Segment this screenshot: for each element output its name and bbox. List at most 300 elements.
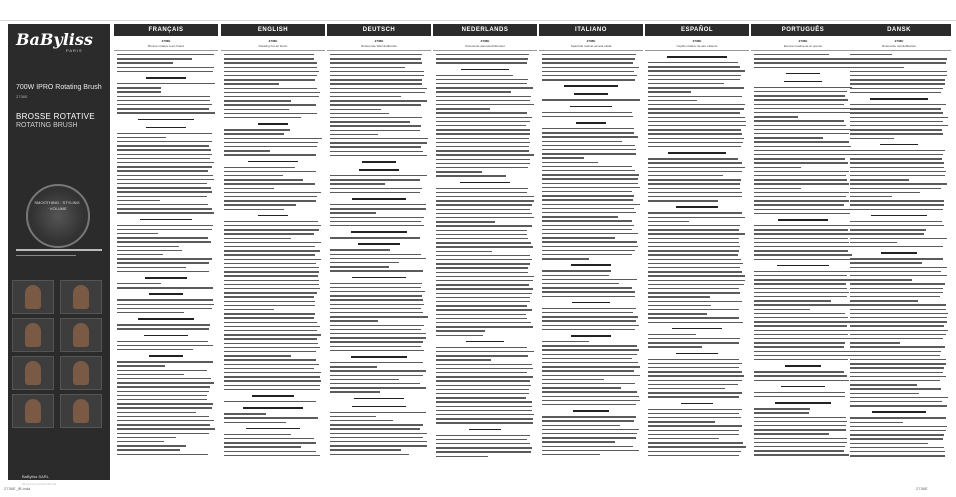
text-line bbox=[330, 370, 426, 371]
text-line bbox=[542, 316, 638, 317]
text-line bbox=[648, 171, 742, 172]
text-line bbox=[224, 284, 319, 285]
text-line bbox=[542, 291, 635, 292]
text-line bbox=[436, 200, 534, 201]
text-line bbox=[648, 296, 710, 297]
text-line bbox=[224, 242, 321, 243]
text-line bbox=[542, 312, 633, 313]
text-line bbox=[850, 279, 912, 280]
text-line bbox=[542, 404, 636, 405]
text-line bbox=[117, 258, 212, 259]
text-line bbox=[436, 451, 531, 452]
text-line bbox=[224, 54, 314, 55]
text-line bbox=[224, 117, 301, 118]
text-line bbox=[436, 443, 530, 444]
text-line bbox=[850, 275, 947, 276]
text-line bbox=[117, 341, 208, 342]
text-line bbox=[754, 408, 810, 409]
text-line bbox=[436, 246, 533, 247]
text-line bbox=[648, 75, 741, 76]
text-line bbox=[850, 154, 943, 155]
text-line bbox=[648, 392, 742, 393]
section-heading bbox=[351, 231, 408, 233]
language-column bbox=[327, 24, 431, 464]
text-line bbox=[224, 288, 320, 289]
text-line bbox=[850, 167, 944, 168]
text-line bbox=[648, 229, 739, 230]
body-text bbox=[224, 54, 322, 464]
text-line bbox=[850, 359, 946, 360]
text-line bbox=[648, 288, 739, 289]
text-line bbox=[436, 326, 533, 327]
text-line bbox=[330, 142, 427, 143]
text-line bbox=[436, 234, 527, 235]
body-text bbox=[542, 54, 640, 464]
text-line bbox=[850, 405, 947, 406]
text-line bbox=[330, 75, 424, 76]
text-line bbox=[850, 112, 943, 113]
text-line bbox=[754, 67, 851, 68]
text-line bbox=[224, 309, 274, 310]
text-line bbox=[117, 229, 212, 230]
text-line bbox=[436, 83, 527, 84]
text-line bbox=[754, 396, 845, 397]
text-line bbox=[648, 259, 741, 260]
text-line bbox=[648, 225, 740, 226]
text-line bbox=[850, 138, 894, 139]
column-subtitle-2: Roterende varmluftbørste bbox=[847, 44, 951, 51]
text-line bbox=[850, 79, 945, 80]
text-line bbox=[850, 300, 918, 301]
text-line bbox=[436, 96, 531, 97]
body-text bbox=[117, 54, 215, 464]
section-heading bbox=[359, 169, 398, 171]
text-line bbox=[850, 283, 945, 284]
text-line bbox=[224, 401, 316, 402]
text-line bbox=[542, 145, 635, 146]
text-line bbox=[542, 116, 633, 117]
text-line bbox=[330, 366, 377, 367]
text-line bbox=[542, 141, 622, 142]
text-line bbox=[330, 287, 421, 288]
text-line bbox=[330, 433, 427, 434]
text-line bbox=[436, 204, 532, 205]
text-line bbox=[850, 443, 928, 444]
text-line bbox=[117, 403, 213, 404]
text-line bbox=[542, 454, 600, 455]
text-line bbox=[436, 267, 528, 268]
text-line bbox=[754, 200, 849, 201]
text-line bbox=[436, 150, 529, 151]
text-line bbox=[648, 271, 742, 272]
text-line bbox=[542, 370, 634, 371]
text-line bbox=[436, 142, 530, 143]
column-subtitle: 2736E bbox=[586, 39, 596, 43]
usage-photo bbox=[60, 280, 102, 314]
text-line bbox=[224, 368, 314, 369]
text-line bbox=[330, 383, 420, 384]
text-line bbox=[330, 420, 393, 421]
text-line bbox=[117, 96, 210, 97]
text-line bbox=[224, 246, 315, 247]
text-line bbox=[224, 259, 321, 260]
text-line bbox=[117, 137, 166, 138]
text-line bbox=[542, 199, 633, 200]
body-text bbox=[850, 54, 948, 464]
feature-wheel-icon bbox=[26, 184, 90, 248]
section-heading bbox=[461, 69, 509, 71]
text-line bbox=[224, 385, 320, 386]
text-line bbox=[542, 349, 639, 350]
text-line bbox=[224, 267, 319, 268]
text-line bbox=[117, 445, 186, 446]
text-line bbox=[754, 300, 831, 301]
text-line bbox=[330, 104, 421, 105]
text-line bbox=[850, 363, 946, 364]
text-line bbox=[330, 266, 389, 267]
text-line bbox=[330, 67, 405, 68]
model-name: 700W IPRO Rotating Brush bbox=[16, 84, 102, 91]
text-line bbox=[436, 100, 530, 101]
section-heading bbox=[149, 293, 183, 295]
text-line bbox=[754, 225, 851, 226]
text-line bbox=[542, 208, 634, 209]
text-line bbox=[850, 388, 941, 389]
text-line bbox=[117, 191, 212, 192]
text-line bbox=[850, 258, 943, 259]
text-line bbox=[117, 349, 193, 350]
text-line bbox=[330, 333, 426, 334]
language-heading: ESPAÑOL bbox=[645, 24, 749, 36]
text-line bbox=[330, 424, 423, 425]
text-line bbox=[850, 342, 900, 343]
text-line bbox=[542, 233, 638, 234]
text-line bbox=[117, 154, 212, 155]
text-line bbox=[224, 188, 274, 189]
text-line bbox=[754, 125, 846, 126]
text-line bbox=[850, 67, 904, 68]
text-line bbox=[648, 246, 740, 247]
text-line bbox=[436, 259, 532, 260]
text-line bbox=[648, 108, 744, 109]
text-line bbox=[648, 409, 742, 410]
language-heading: DEUTSCH bbox=[327, 24, 431, 36]
text-line bbox=[330, 130, 420, 131]
column-subtitle-2: Escova rotativa de ar quente bbox=[751, 44, 855, 51]
text-line bbox=[224, 359, 316, 360]
language-heading: ITALIANO bbox=[539, 24, 643, 36]
text-line bbox=[224, 109, 289, 110]
text-line bbox=[648, 421, 715, 422]
section-heading bbox=[258, 215, 288, 217]
text-line bbox=[224, 192, 321, 193]
text-line bbox=[542, 54, 636, 55]
section-heading bbox=[880, 144, 918, 146]
text-line bbox=[117, 204, 208, 205]
text-line bbox=[117, 407, 212, 408]
text-line bbox=[330, 258, 426, 259]
section-heading bbox=[570, 106, 613, 108]
text-line bbox=[648, 367, 739, 368]
text-line bbox=[648, 242, 739, 243]
text-line bbox=[330, 308, 421, 309]
text-line bbox=[117, 246, 179, 247]
text-line bbox=[117, 83, 215, 84]
model-code: 2736E bbox=[16, 94, 28, 99]
text-line bbox=[330, 100, 427, 101]
text-line bbox=[850, 183, 947, 184]
text-line bbox=[330, 412, 426, 413]
text-line bbox=[754, 380, 849, 381]
text-line bbox=[542, 345, 637, 346]
text-line bbox=[850, 133, 943, 134]
column-subtitle-2: Spazzola rotante ad aria calda bbox=[539, 44, 643, 51]
text-line bbox=[436, 121, 530, 122]
text-line bbox=[117, 166, 212, 167]
text-line bbox=[117, 145, 209, 146]
text-line bbox=[754, 342, 845, 343]
text-line bbox=[224, 221, 318, 222]
text-line bbox=[850, 104, 946, 105]
text-line bbox=[542, 437, 636, 438]
trim-line bbox=[0, 20, 956, 21]
text-line bbox=[224, 322, 317, 323]
text-line bbox=[648, 133, 742, 134]
text-line bbox=[754, 442, 847, 443]
section-heading bbox=[676, 206, 717, 208]
text-line bbox=[224, 129, 290, 130]
section-heading bbox=[777, 265, 829, 267]
text-line bbox=[648, 455, 739, 456]
section-heading bbox=[144, 335, 188, 337]
text-line bbox=[436, 112, 527, 113]
text-line bbox=[224, 238, 291, 239]
text-line bbox=[850, 321, 947, 322]
text-line bbox=[117, 62, 173, 63]
text-line bbox=[542, 441, 615, 442]
text-line bbox=[542, 62, 633, 63]
text-line bbox=[850, 447, 944, 448]
text-line bbox=[754, 325, 847, 326]
text-line bbox=[224, 389, 320, 390]
section-heading bbox=[246, 428, 300, 430]
text-line bbox=[648, 129, 741, 130]
text-line bbox=[330, 175, 427, 176]
text-line bbox=[542, 429, 639, 430]
text-line bbox=[542, 362, 638, 363]
text-line bbox=[117, 241, 211, 242]
text-line bbox=[850, 422, 903, 423]
text-line bbox=[224, 175, 283, 176]
text-line bbox=[850, 330, 948, 331]
text-line bbox=[330, 441, 427, 442]
text-line bbox=[330, 204, 426, 205]
text-line bbox=[542, 153, 636, 154]
text-line bbox=[542, 258, 589, 259]
text-line bbox=[754, 346, 844, 347]
file-label: 2736E_IB.indd bbox=[4, 486, 31, 491]
usage-photo bbox=[12, 318, 54, 352]
text-line bbox=[224, 196, 317, 197]
section-heading bbox=[676, 353, 718, 355]
text-line bbox=[117, 91, 161, 92]
column-subtitle-2: Cepillo rotativo de aire caliente bbox=[645, 44, 749, 51]
section-heading bbox=[138, 119, 194, 121]
text-line bbox=[117, 454, 208, 455]
text-line bbox=[850, 175, 945, 176]
text-line bbox=[648, 301, 742, 302]
text-line bbox=[850, 426, 947, 427]
text-line bbox=[754, 162, 848, 163]
text-line bbox=[117, 149, 211, 150]
text-line bbox=[224, 154, 316, 155]
text-line bbox=[436, 322, 531, 323]
text-line bbox=[648, 221, 689, 222]
text-line bbox=[850, 179, 909, 180]
text-line bbox=[436, 330, 485, 331]
text-line bbox=[648, 338, 740, 339]
text-line bbox=[754, 392, 845, 393]
text-line bbox=[850, 393, 919, 394]
text-line bbox=[117, 233, 158, 234]
section-heading bbox=[786, 73, 819, 75]
text-line bbox=[436, 297, 530, 298]
text-line bbox=[648, 434, 739, 435]
text-line bbox=[436, 368, 533, 369]
text-line bbox=[850, 430, 946, 431]
text-line bbox=[754, 309, 810, 310]
text-line bbox=[436, 293, 532, 294]
text-line bbox=[117, 179, 214, 180]
text-line bbox=[648, 342, 739, 343]
text-line bbox=[754, 133, 849, 134]
language-heading: PORTUGUÊS bbox=[751, 24, 855, 36]
text-line bbox=[542, 358, 632, 359]
text-line bbox=[224, 280, 319, 281]
text-line bbox=[117, 437, 176, 438]
text-line bbox=[436, 288, 533, 289]
section-heading bbox=[784, 81, 823, 83]
text-line bbox=[542, 329, 635, 330]
text-line bbox=[648, 196, 742, 197]
text-line bbox=[754, 175, 846, 176]
text-line bbox=[436, 418, 533, 419]
text-line bbox=[224, 62, 317, 63]
text-line bbox=[754, 250, 848, 251]
text-line bbox=[542, 320, 636, 321]
text-line bbox=[754, 304, 850, 305]
text-line bbox=[117, 158, 210, 159]
text-line bbox=[648, 317, 739, 318]
text-line bbox=[648, 200, 718, 201]
text-line bbox=[117, 428, 215, 429]
text-line bbox=[542, 220, 632, 221]
text-line bbox=[542, 400, 640, 401]
section-heading bbox=[778, 219, 828, 221]
text-line bbox=[542, 279, 637, 280]
usage-photo bbox=[60, 318, 102, 352]
text-line bbox=[224, 171, 316, 172]
text-line bbox=[542, 283, 619, 284]
text-line bbox=[330, 249, 390, 250]
text-line bbox=[542, 275, 609, 276]
section-heading bbox=[469, 429, 502, 431]
text-line bbox=[330, 88, 427, 89]
text-line bbox=[850, 267, 947, 268]
language-column bbox=[433, 24, 537, 464]
text-line bbox=[850, 246, 943, 247]
usage-photo bbox=[12, 280, 54, 314]
text-line bbox=[224, 372, 321, 373]
text-line bbox=[754, 204, 844, 205]
text-line bbox=[330, 329, 421, 330]
text-line bbox=[850, 54, 892, 55]
text-line bbox=[224, 233, 314, 234]
text-line bbox=[542, 379, 604, 380]
text-line bbox=[850, 351, 941, 352]
text-line bbox=[117, 104, 212, 105]
text-line bbox=[754, 87, 852, 88]
text-line bbox=[542, 128, 634, 129]
text-line bbox=[224, 150, 270, 151]
text-line bbox=[117, 345, 213, 346]
text-line bbox=[754, 171, 849, 172]
text-line bbox=[542, 99, 640, 100]
text-line bbox=[436, 393, 529, 394]
text-line bbox=[117, 441, 164, 442]
section-heading bbox=[571, 335, 611, 337]
text-line bbox=[648, 100, 697, 101]
text-line bbox=[330, 151, 423, 152]
text-line bbox=[330, 416, 376, 417]
text-line bbox=[117, 100, 210, 101]
text-line bbox=[117, 208, 212, 209]
text-line bbox=[224, 334, 321, 335]
text-line bbox=[850, 271, 941, 272]
text-line bbox=[224, 67, 317, 68]
divider bbox=[16, 255, 76, 256]
text-line bbox=[224, 100, 291, 101]
text-line bbox=[542, 174, 639, 175]
text-line bbox=[330, 79, 422, 80]
text-line bbox=[542, 187, 640, 188]
text-line bbox=[850, 62, 946, 63]
text-line bbox=[648, 62, 738, 63]
text-line bbox=[542, 229, 632, 230]
text-line bbox=[648, 384, 738, 385]
text-line bbox=[330, 146, 421, 147]
text-line bbox=[542, 112, 632, 113]
text-line bbox=[117, 170, 208, 171]
text-line bbox=[648, 313, 707, 314]
text-line bbox=[648, 375, 744, 376]
text-line bbox=[224, 438, 314, 439]
text-line bbox=[330, 437, 423, 438]
text-line bbox=[117, 420, 214, 421]
text-line bbox=[436, 62, 527, 63]
text-line bbox=[754, 196, 846, 197]
text-line bbox=[648, 396, 739, 397]
text-line bbox=[754, 425, 846, 426]
text-line bbox=[224, 292, 317, 293]
text-line bbox=[754, 375, 847, 376]
text-line bbox=[542, 195, 634, 196]
text-line bbox=[117, 71, 213, 72]
text-line bbox=[224, 351, 316, 352]
text-line bbox=[542, 157, 584, 158]
text-line bbox=[330, 325, 424, 326]
section-heading bbox=[248, 161, 299, 163]
